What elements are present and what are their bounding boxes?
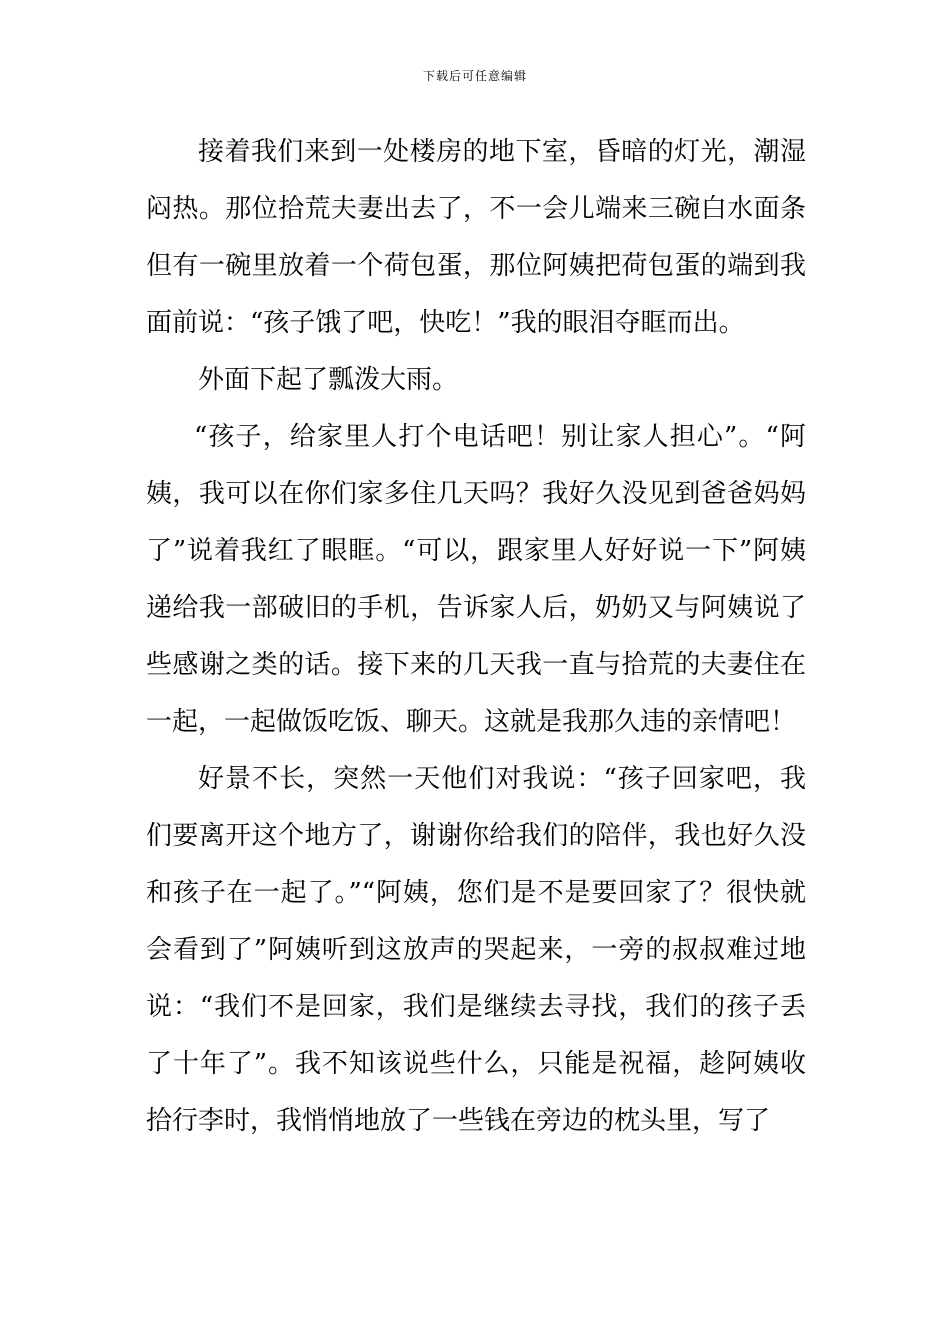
- paragraph-heavy-rain: 外面下起了瓢泼大雨。: [198, 365, 459, 395]
- paragraph-phone-call: “孩子，给家里人打个电话吧！别让家人担心”。“阿姨，我可以在你们家多住几天吗？我好久没见到爸爸妈妈了”说着我红了眼眶。“可以，跟家里人好好说一下”阿姨递给我一部破旧的手机，告诉家人后，奶奶又与阿姨说了些感谢之类的话。接下来的几天我一直与拾荒的夫妻住在一起，一起做饭吃饭、聊天。这就是我那久违的亲情吧！: [146, 422, 806, 737]
- paragraph-farewell: 好景不长，突然一天他们对我说：“孩子回家吧，我们要离开这个地方了，谢谢你给我们的陪伴，我也好久没和孩子在一起了。”“阿姨，您们是不是要回家了？很快就会看到了”阿姨听到这放声的哭起来，一旁的叔叔难过地说：“我们不是回家，我们是继续去寻找，我们的孩子丢了十年了”。我不知该说些什么，只能是祝福，趁阿姨收拾行李时，我悄悄地放了一些钱在旁边的枕头里，写了: [146, 764, 806, 1136]
- paragraph-basement-noodles: 接着我们来到一处楼房的地下室，昏暗的灯光，潮湿闷热。那位拾荒夫妻出去了，不一会儿端来三碗白水面条但有一碗里放着一个荷包蛋，那位阿姨把荷包蛋的端到我面前说：“孩子饿了吧，快吃！”我的眼泪夺眶而出。: [146, 137, 806, 338]
- page-header: 下载后可任意编辑: [422, 69, 527, 83]
- document-body: [146, 124, 806, 1150]
